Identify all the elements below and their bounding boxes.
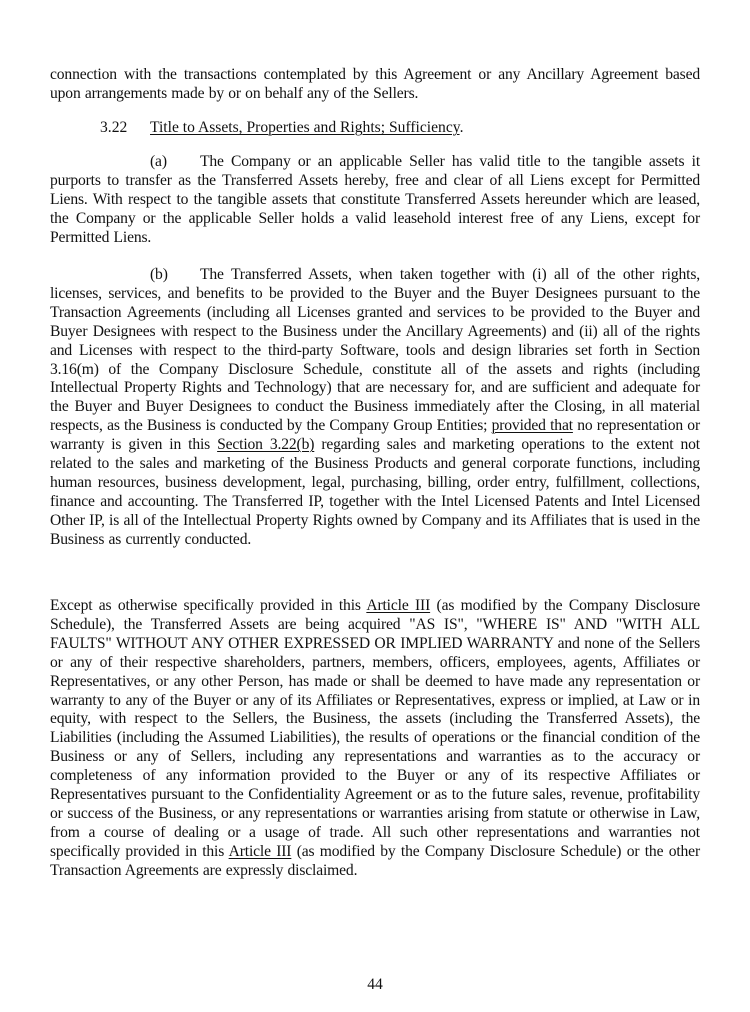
disclaimer-paragraph bbox=[50, 597, 700, 881]
page-number: 44 bbox=[367, 976, 383, 993]
section-title: Title to Assets, Properties and Rights; Sufficiency bbox=[150, 119, 460, 136]
paragraph-b-text-1: The Transferred Assets, when taken together with (i) all of the other rights, licenses, services, and benefits to be provided to the Buyer and the Buyer Designees pursuant to the Transaction Agreements (including all Licenses granted and services to be provided to the Buyer and Buyer Designees with respect to the Business under the Ancillary Agreements) and (ii) all of the rights and Licenses with respect to the third-party Software, tools and design libraries set forth in Section 3.16(m) of the Company Disclosure Schedule, constitute all of the assets and rights (including Intellectual Property Rights and Technology) that are necessary for, and are sufficient and adequate for the Buyer and Buyer Designees to conduct the Business immediately after the Closing, in all material respects, as the Business is conducted by the Company Group Entities; bbox=[50, 266, 700, 435]
disclaimer-text-3: (as modified by the Company Disclosure Schedule) or the other Transaction Agreements are expressly disclaimed. bbox=[50, 842, 700, 879]
continuation-paragraph bbox=[50, 66, 700, 104]
disclaimer-text-1: Except as otherwise specifically provided in this bbox=[50, 597, 367, 614]
section-title-period: . bbox=[459, 119, 464, 136]
provided-that-term: provided that bbox=[491, 417, 573, 435]
paragraph-b bbox=[50, 266, 700, 550]
section-number: 3.22 bbox=[100, 119, 128, 136]
paragraph-b-text-3: regarding sales and marketing operations to the extent not related to the sales and marketing of the Business Products and general corporate functions, including human resources, business development, legal, purchasing, billing, order entry, fulfillment, collections, finance and accounting. The Transferred IP, together with the Intel Licensed Patents and Intel Licensed Other IP, is all of the Intellectual Property Rights owned by Company and its Affiliates that is used in the Business as currently conducted. bbox=[50, 436, 700, 548]
paragraph-a-label: (a) bbox=[150, 153, 167, 170]
paragraph-b-label: (b) bbox=[150, 266, 168, 283]
article-iii-reference-2: Article III bbox=[228, 842, 292, 860]
paragraph-b-text-2: no representation or warranty is given in this bbox=[50, 417, 700, 454]
paragraph-a-text: The Company or an applicable Seller has valid title to the tangible assets it purports to transfer as the Transferred Assets hereby, free and clear of all Liens except for Permitted Liens. With respect to the tangible assets that constitute Transferred Assets hereunder which are leased, the Company or the applicable Seller holds a valid leasehold interest free of any Liens, except for Permitted Liens. bbox=[50, 153, 700, 246]
continuation-text: connection with the transactions contemplated by this Agreement or any Ancillary Agreement based upon arrangements made by or on behalf any of the Sellers. bbox=[50, 66, 700, 102]
article-iii-reference-1: Article III bbox=[366, 597, 431, 614]
section-3-22-b-reference: Section 3.22(b) bbox=[217, 436, 315, 454]
section-heading bbox=[100, 119, 463, 138]
paragraph-a bbox=[50, 153, 700, 248]
disclaimer-text-2: (as modified by the Company Disclosure Schedule), the Transferred Assets are being acquired "AS IS", "WHERE IS" AND "WITH ALL FAULTS" WITHOUT ANY OTHER EXPRESSED OR IMPLIED WARRANTY and none of the Sellers or any of their respective shareholders, partners, members, officers, employees, agents, Affiliates or Representatives, or any other Person, has made or shall be deemed to have made any representation or warranty to any of the Buyer or any of its Affiliates or Representatives, express or implied, at Law or in equity, with respect to the Sellers, the Business, the assets (including the Transferred Assets), the Liabilities (including the Assumed Liabilities), the results of operations or the financial condition of the Business or any of Sellers, including any representations and warranties as to the accuracy or completeness of any information provided to the Buyer or any of its respective Affiliates or Representatives pursuant to the Confidentiality Agreement or as to the future sales, revenue, profitability or success of the Business, or any representations or warranties arising from statute or otherwise in Law, from a course of dealing or a usage of trade. All such other representations and warranties not specifically provided in this bbox=[50, 597, 701, 860]
